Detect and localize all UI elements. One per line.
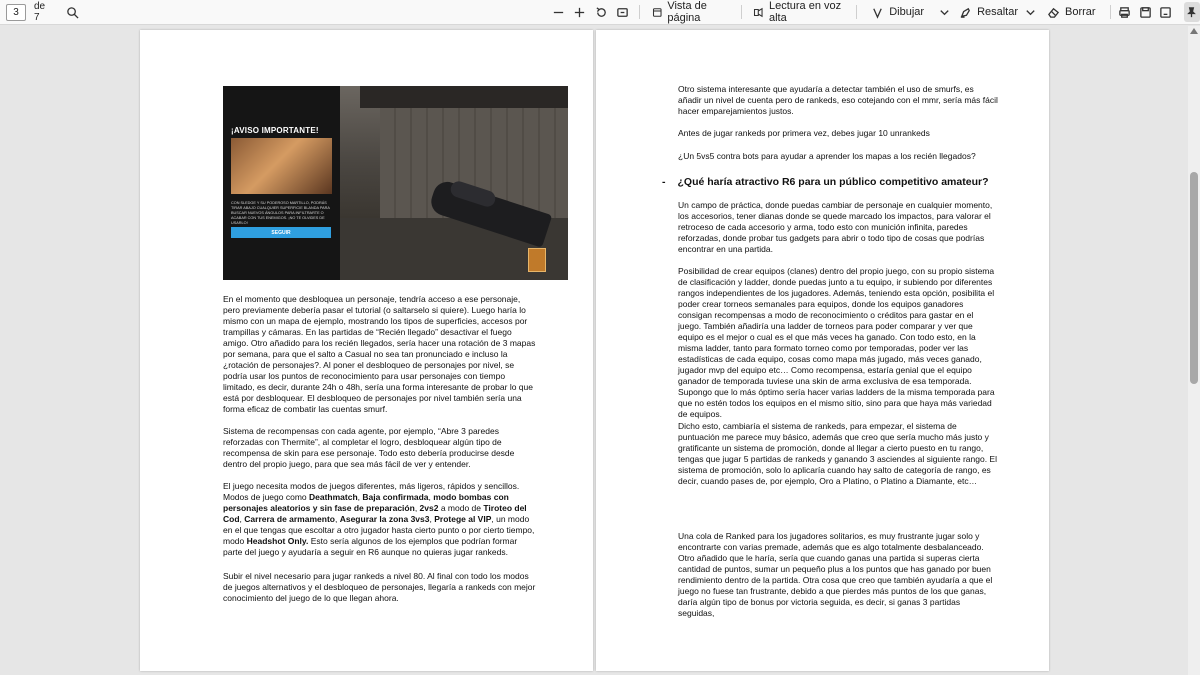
draw-button[interactable] <box>867 2 928 22</box>
scrollbar-thumb[interactable] <box>1190 172 1198 384</box>
paragraph: ¿Un 5vs5 contra bots para ayudar a aprender los mapas a los recién llegados? <box>678 151 976 161</box>
page-number-input[interactable] <box>6 4 26 21</box>
page-view-label: Vista de página <box>667 0 707 24</box>
fit-page-icon[interactable] <box>615 2 631 22</box>
paragraph: Posibilidad de crear equipos (clanes) dentro del propio juego, con su propio sistema de clasificación y ladder, donde puedas junto a tu equipo, ir subiendo por diferentes rangos independientes de los jugadores. Además, teniendo esta opción, posibilita el poder crear torneos semanales para equipos, donde los equipos ganadores consigan recompensas a modo de reconocimiento o créditos para gastar en el juego. También añadiría una ladder de torneos para poder comparar y ver que equipo es el mejor o cual es el que más veces ha ganado. Con todo esto, en la misma ladder, tanto para formato torneo como por temporadas, poder ver las estadísticas de cada equipo, cosas como mapa más jugado, más veces ganado, jugador mvp del equipo etc… Como recompensa, estaría genial que el equipo ganador de temporada tuviese una skin de arma exclusiva de esa temporada. Supongo que lo más óptimo sería hacer varias ladders de la misma temporada para que no estén todos los equipos en el mismo sitio, sino para que haya más variedad de equipos. <box>678 266 995 419</box>
zoom-in-icon[interactable] <box>572 2 588 22</box>
section-heading <box>662 176 989 188</box>
highlighter-icon <box>959 6 972 19</box>
read-aloud-button[interactable] <box>749 2 848 22</box>
print-icon[interactable] <box>1116 2 1132 22</box>
pin-icon[interactable] <box>1184 2 1200 22</box>
notice-title: ¡AVISO IMPORTANTE! <box>231 126 319 135</box>
toolbar-divider <box>741 5 742 19</box>
eraser-icon <box>1047 6 1060 19</box>
save-icon[interactable] <box>1137 2 1153 22</box>
paragraph: Subir el nivel necesario para jugar rankeds a nivel 80. Al final con todo los modos de juegos alternativos y el desbloqueo de personajes, llegaría a rankeds con mejor conocimiento del juego de lo que llegan ahora. <box>223 571 536 603</box>
erase-button[interactable] <box>1043 2 1100 22</box>
game-screenshot-image <box>223 86 568 280</box>
rotate-icon[interactable] <box>593 2 609 22</box>
toolbar-divider <box>1110 5 1111 19</box>
search-icon[interactable] <box>64 2 80 22</box>
zoom-out-icon[interactable] <box>550 2 566 22</box>
scene-hud-operator-icon <box>528 248 546 272</box>
scroll-up-arrow-icon[interactable] <box>1190 28 1198 34</box>
document-page-right <box>596 30 1049 671</box>
game-scene <box>340 86 568 280</box>
page-view-icon <box>652 6 663 19</box>
page-count-label: de 7 <box>34 1 46 23</box>
paragraph: Antes de jugar rankeds por primera vez, debes jugar 10 unrankeds <box>678 128 930 138</box>
read-aloud-icon <box>753 6 764 19</box>
paragraph: Sistema de recompensas con cada agente, por ejemplo, “Abre 3 paredes reforzadas con Thermite”, al completar el logro, desbloquear algún tipo de recompensa de skin para ese personaje. Todo esto debería producirse desde dentro del propio juego, para que sea más fácil de ver y entender. <box>223 426 515 469</box>
paragraph-game-modes: El juego necesita modos de juegos diferentes, más ligeros, rápidos y sencillos. Modos de juego como Deathmatch, Baja confirmada, modo bombas con personajes aleatorios y sin fase de preparación, 2vs2 a modo de Tiroteo del Cod, Carrera de armamento, Asegurar la zona 3vs3, Protege al VIP, un modo en el que tengas que escoltar a otro jugador hasta cierto punto o por cierto tiempo, modo Headshot Only. Esto sería algunos de los ejemplos que podrían formar parte del juego y ayudaría a seguir en R6 aunque no quieras jugar rankeds. <box>223 481 535 557</box>
paragraph: Otro sistema interesante que ayudaría a detectar también el uso de smurfs, es añadir un nivel de cuenta pero de rankeds, eso cotejando con el mmr, sería más fácil hacer emparejamientos justos. <box>678 84 998 116</box>
draw-label: Dibujar <box>889 6 925 18</box>
notice-continue-button: SEGUIR <box>231 227 331 238</box>
notice-image <box>231 138 332 194</box>
highlight-button[interactable] <box>955 2 1022 22</box>
page-view-button[interactable] <box>648 2 733 22</box>
pdf-toolbar <box>0 0 1200 25</box>
paragraph: Un campo de práctica, donde puedas cambiar de personaje en cualquier momento, los accesorios, tener dianas donde se quede marcado los impactos, para valorar el retroceso de cada accesorio y arma, todo esto con munición infinita, paredes reforzadas, donde probar tus gadgets para abrir o todo tipo de cosas que podrías encontrar en una partida. <box>678 200 993 254</box>
chevron-down-icon[interactable] <box>938 2 951 22</box>
draw-icon <box>871 6 884 19</box>
paragraph: Una cola de Ranked para los jugadores solitarios, es muy frustrante jugar solo y encontrarte con varias premade, además que es algo totalmente desbalanceado. Otro añadido que le haría, sería que cuando ganas una partida si superas cierta cantidad de puntos, sumar un pequeño plus a los puntos que has ganado por buen rendimiento dentro de la partida. Otra cosa que creo que también ayudaría a que el juego no fuese tan frustrante, debido a que pierdes más puntos de los que ganas, daría algún tipo de bonus por victoria seguida, es decir, si ganas 3 partidas seguidas, <box>678 531 993 618</box>
paragraph: En el momento que desbloquea un personaje, tendría acceso a ese personaje, pero previamente debería pasar el tutorial (o saltarselo si quiere). Luego haría lo mismo con un mapa de ejemplo, mostrando los tipos de superficies, accesos por trampillas y cámaras. En las partidas de “Recién llegado” desactivar el fuego amigo. Otro añadido para los recién llegados, sería hacer una rotación de 3 mapas por semana, para que el salto a Casual no sea tan pronunciado e incluso la ¿rotación de personajes?. Al poner el desbloqueo de personajes por nivel, se podría usar los puntos de reconocimiento para usar personajes con tiempo limitado, es decir, durante 24h o 48h, sería una forma interesante de probar lo que está por desbloquear. El desbloqueo de personajes por nivel también sería una forma eficaz de combatir las cuentas smurf. <box>223 294 536 414</box>
game-notice-panel <box>223 86 340 280</box>
scene-roof <box>360 86 568 108</box>
toolbar-divider <box>639 5 640 19</box>
document-page-left <box>140 30 593 671</box>
toolbar-divider <box>856 5 857 19</box>
paragraph: Dicho esto, cambiaría el sistema de rankeds, para empezar, el sistema de puntuación me parece muy básico, además que creo que sería mucho más justo y gratificante un sistema de promoción, donde al llegar a cierto puesto en tu rango, tengas que jugar 5 partidas de rankeds y ganando 3 asciendes al siguiente rango. El sistema de promoción, solo lo aplicaría cuando hay salto de categoría de rango, es decir, cuando pases de, por ejemplo, Oro a Platino, o Platino a Diamante, etc… <box>678 421 997 486</box>
read-aloud-label: Lectura en voz alta <box>768 0 842 24</box>
heading-bullet: - <box>662 176 666 188</box>
highlight-label: Resaltar <box>977 6 1019 18</box>
notice-body: CON SLEDGE Y SU PODEROSO MARTILLO, PODRÁS TIRAR ABAJO CUALQUIER SUPERFICIE BLANDA PARA BUSCAR NUEVOS ÁNGULOS PARA INFILTRARTE O ACABAR CON TUS ENEMIGOS. ¡NO TE OLVIDES DE USARLO! <box>231 201 330 225</box>
erase-label: Borrar <box>1065 6 1096 18</box>
chevron-down-icon[interactable] <box>1024 2 1037 22</box>
heading-text: ¿Qué haría atractivo R6 para un público competitivo amateur? <box>677 176 989 188</box>
save-as-icon[interactable] <box>1157 2 1173 22</box>
